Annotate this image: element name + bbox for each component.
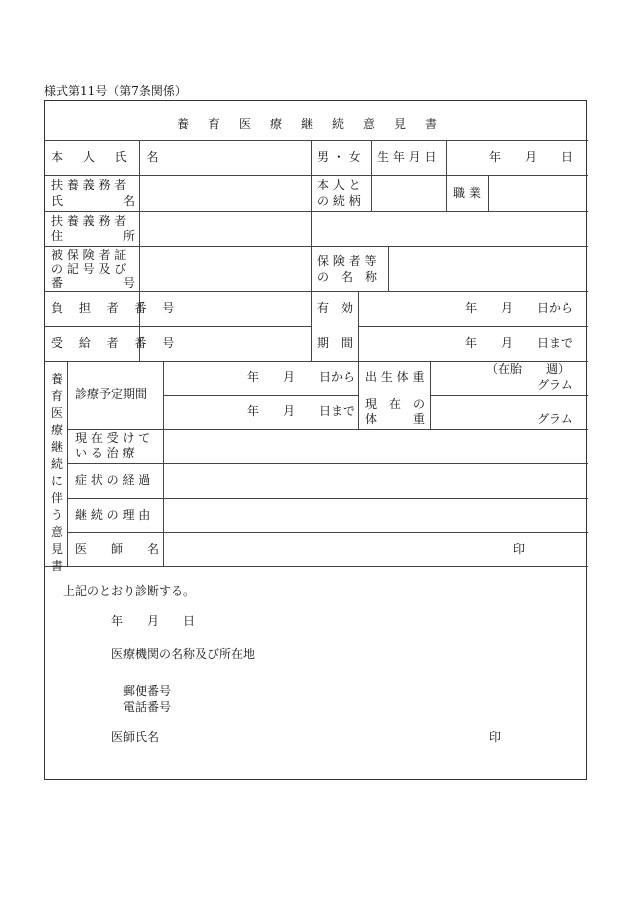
doctor-name-seal: 印	[489, 730, 502, 744]
institution-label: 医療機関の名称及び所在地	[111, 647, 256, 661]
valid-to: 年 月 日まで	[465, 336, 574, 350]
diagnosis-statement: 上記のとおり診断する。	[63, 584, 196, 598]
current-weight-label-2: 体 重	[365, 412, 426, 426]
insurance-label-2: の 記 号 及 び	[51, 262, 127, 276]
doctor-name-label: 医師氏名	[111, 730, 160, 744]
divider	[67, 361, 68, 566]
form-title: 養育医療継続意見書	[176, 117, 456, 131]
divider	[446, 140, 447, 211]
divider	[371, 175, 372, 211]
divider	[45, 326, 311, 327]
current-weight-unit: グラム	[537, 412, 573, 426]
divider	[67, 498, 588, 499]
birth-weight-label: 出 生 体 重	[365, 370, 425, 384]
progress-label: 症 状 の 経 過	[75, 473, 151, 487]
divider	[358, 326, 588, 327]
divider	[45, 175, 588, 176]
doctor-seal: 印	[513, 542, 526, 556]
valid-period-label-1: 有 効	[317, 301, 354, 315]
guardian-address-label-1: 扶 養 義 務 者	[51, 214, 127, 228]
doctor-label: 医 師 名	[75, 542, 160, 556]
divider	[358, 291, 359, 361]
insurer-label-2: の 名 称	[317, 270, 378, 284]
name-label: 本 人 氏 名	[51, 150, 167, 164]
divider	[45, 246, 588, 247]
divider	[163, 395, 359, 396]
period-from: 年 月 日から	[247, 370, 356, 384]
guardian-name-label-2: 氏 名	[51, 194, 136, 208]
valid-period-label-2: 期 間	[317, 336, 354, 350]
period-to: 年 月 日まで	[247, 404, 356, 418]
opinion-side-label: 養育医療継続に伴う意見書	[50, 372, 63, 573]
birth-date-value: 年 月 日	[489, 150, 574, 164]
divider	[430, 395, 588, 396]
divider	[45, 211, 588, 212]
divider	[67, 463, 588, 464]
divider	[488, 175, 489, 211]
payer-number-label: 負 担 者 番 号	[51, 301, 181, 315]
form-number: 様式第11号（第7条関係）	[44, 84, 187, 98]
divider	[388, 246, 389, 291]
period-label: 診療予定期間	[75, 387, 148, 401]
guardian-address-label-2: 住 所	[51, 229, 136, 243]
divider	[371, 140, 372, 175]
job-label: 職 業	[453, 186, 481, 200]
postal-code-label: 郵便番号	[123, 684, 172, 698]
guardian-name-label-1: 扶 養 義 務 者	[51, 178, 127, 192]
insurance-label-1: 被 保 険 者 証	[51, 248, 127, 262]
relation-label-1: 本 人 と	[317, 178, 361, 192]
birth-weight-unit: グラム	[537, 378, 573, 392]
divider	[358, 361, 359, 429]
opinion-form-sheet	[44, 100, 587, 780]
relation-label-2: の 続 柄	[317, 194, 361, 208]
divider	[67, 532, 588, 533]
gestation-weeks: （在胎 週）	[486, 362, 571, 376]
sex-choice: 男 ・ 女	[317, 150, 361, 164]
divider	[139, 140, 140, 361]
divider	[430, 361, 431, 429]
divider	[45, 566, 588, 567]
divider	[311, 140, 312, 361]
diagnosis-date: 年 月 日	[111, 614, 196, 628]
treatment-label-2: い る 治 療	[75, 446, 135, 460]
insurance-label-3: 番 号	[51, 276, 136, 290]
insurer-label-1: 保 険 者 等	[317, 254, 377, 268]
reason-label: 継 続 の 理 由	[75, 508, 151, 522]
valid-from: 年 月 日から	[465, 301, 574, 315]
current-weight-label-1: 現 在 の	[365, 397, 426, 411]
recipient-number-label: 受 給 者 番 号	[51, 336, 181, 350]
treatment-label-1: 現 在 受 け て	[75, 431, 151, 445]
divider	[163, 361, 164, 566]
divider	[45, 140, 588, 141]
birth-label: 生 年 月 日	[377, 150, 437, 164]
phone-label: 電話番号	[123, 700, 172, 714]
